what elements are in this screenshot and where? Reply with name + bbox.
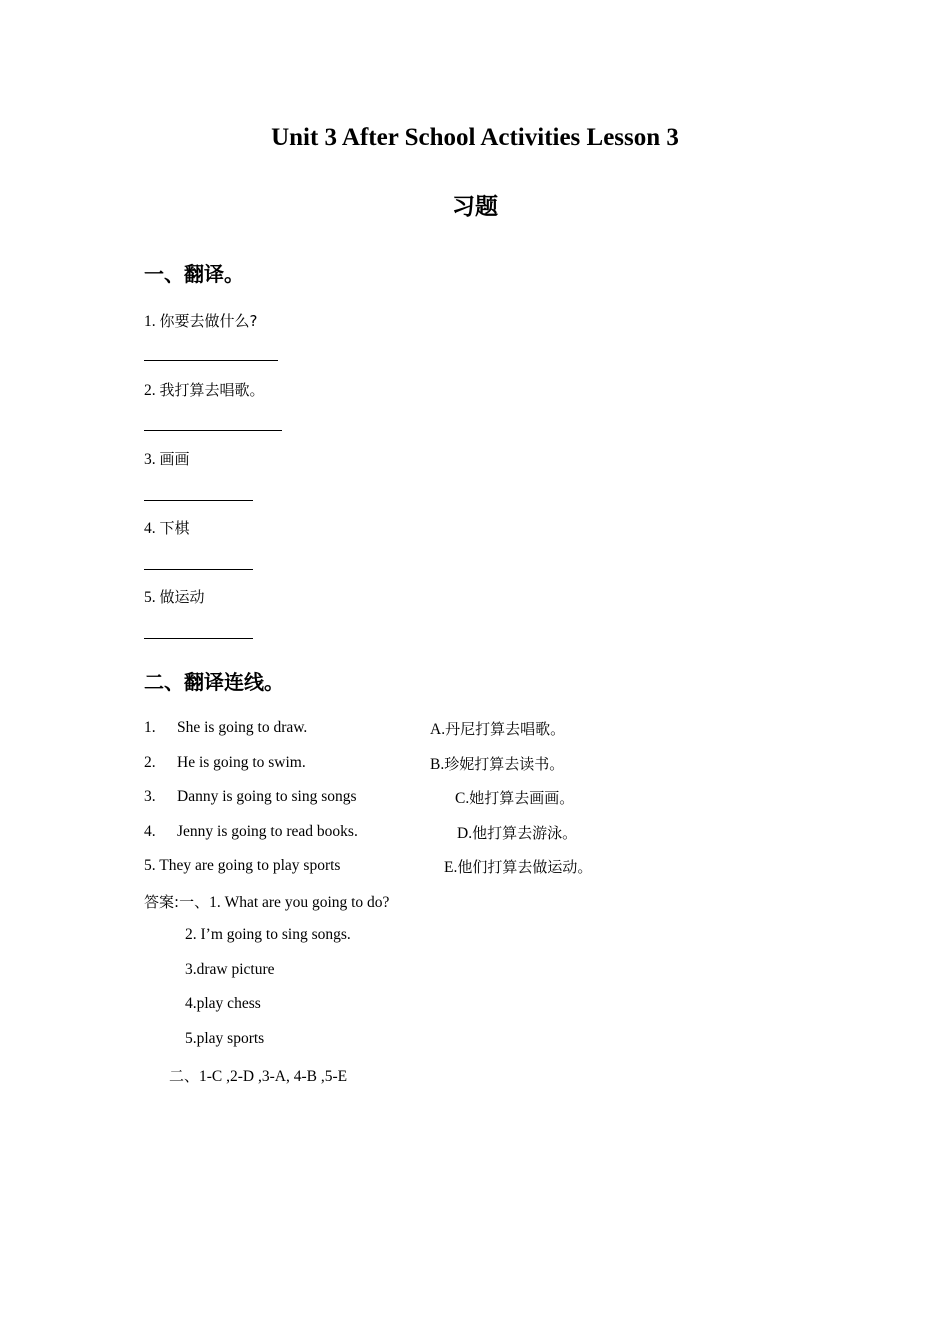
section2-heading: 二、翻译连线。 (144, 670, 284, 694)
answers-part2-label: 二、 (169, 1067, 200, 1085)
match-text: They are going to play sports (159, 857, 341, 874)
answer-1: 1. What are you going to do? (209, 894, 390, 911)
match-letter: A. (430, 721, 446, 738)
item-text: 下棋 (159, 519, 190, 537)
match-text: 她打算去画画。 (469, 789, 575, 807)
answer-line-5 (144, 638, 253, 639)
section1-heading: 一、翻译。 (144, 262, 244, 286)
answer-4: 4.play chess (185, 995, 261, 1012)
answer-line-2 (144, 430, 282, 431)
match-letter: B. (430, 756, 445, 773)
match-letter: E. (444, 859, 458, 876)
item-number: 2. (144, 382, 156, 399)
item-number: 5. (144, 589, 156, 606)
answer-3: 3.draw picture (185, 961, 275, 978)
match-text: 丹尼打算去唱歌。 (445, 720, 566, 738)
page-subtitle: 习题 (452, 194, 498, 220)
translate-item-4 (144, 517, 190, 538)
item-text: 你要去做什么? (159, 312, 258, 330)
match-text: She is going to draw. (177, 719, 308, 736)
item-number: 4. (144, 520, 156, 537)
match-number: 2. (144, 754, 156, 771)
answer-line-3 (144, 500, 253, 501)
page-title: Unit 3 After School Activities Lesson 3 (271, 124, 679, 151)
match-text: Danny is going to sing songs (177, 788, 357, 805)
answers-line-1 (144, 891, 389, 912)
match-right-b (430, 753, 564, 774)
match-right-c (455, 787, 574, 808)
translate-item-1 (144, 310, 257, 331)
answer-line-4 (144, 569, 253, 570)
answer-2: 2. I’m going to sing songs. (185, 926, 351, 943)
answers-line-part2 (169, 1065, 347, 1086)
match-text: Jenny is going to read books. (177, 823, 358, 840)
answers-label: 答案: (144, 893, 180, 911)
match-number: 4. (144, 823, 156, 840)
match-left-4 (144, 823, 358, 841)
match-left-5 (144, 857, 340, 875)
answer-line-1 (144, 360, 278, 361)
match-right-d (457, 822, 577, 843)
item-number: 1. (144, 313, 156, 330)
match-text: 他们打算去做运动。 (457, 858, 593, 876)
match-number: 3. (144, 788, 156, 805)
match-text: 他打算去游泳。 (472, 824, 578, 842)
match-right-e (444, 856, 592, 877)
match-letter: D. (457, 825, 473, 842)
match-left-2 (144, 754, 306, 772)
answers-part2: 1-C ,2-D ,3-A, 4-B ,5-E (199, 1068, 348, 1085)
answer-5: 5.play sports (185, 1030, 265, 1047)
item-number: 3. (144, 451, 156, 468)
match-right-a (430, 718, 565, 739)
match-letter: C. (455, 790, 470, 807)
match-number: 5. (144, 857, 156, 874)
match-number: 1. (144, 719, 156, 736)
item-text: 我打算去唱歌。 (159, 381, 265, 399)
translate-item-2 (144, 379, 265, 400)
item-text: 画画 (159, 450, 190, 468)
translate-item-3 (144, 448, 190, 469)
match-left-3 (144, 788, 357, 806)
match-left-1 (144, 719, 308, 737)
match-text: He is going to swim. (177, 754, 306, 771)
match-text: 珍妮打算去读书。 (444, 755, 565, 773)
answers-part1-label: 一、 (179, 893, 210, 911)
translate-item-5 (144, 586, 205, 607)
item-text: 做运动 (159, 588, 205, 606)
